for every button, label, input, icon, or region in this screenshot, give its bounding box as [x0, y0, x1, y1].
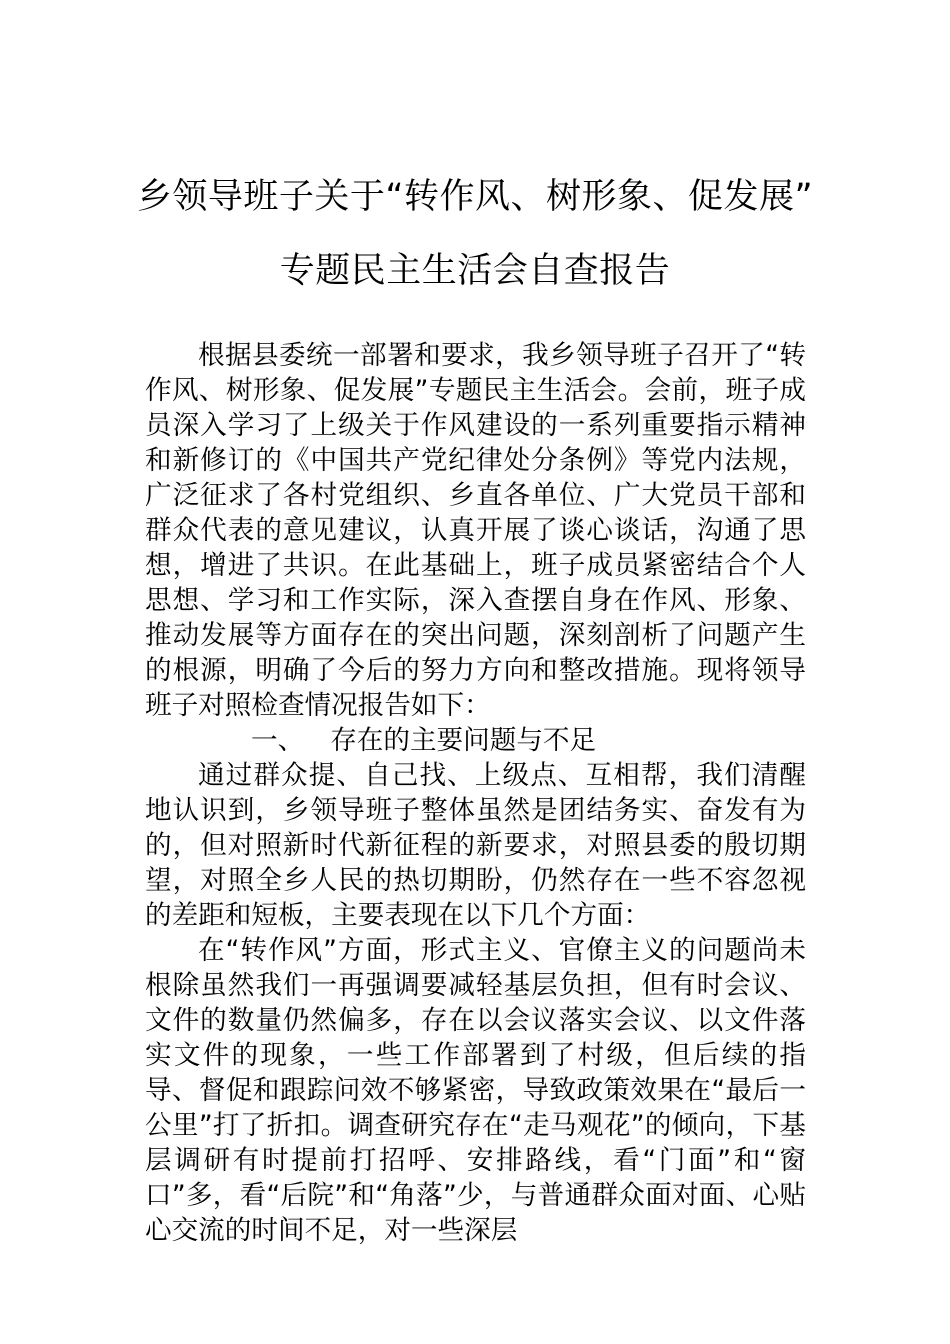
- section-1-heading: [145, 723, 806, 758]
- document-title-line-2: 专题民主生活会自查报告: [279, 251, 671, 291]
- intro-paragraph: 根据县委统一部署和要求，我乡领导班子召开了“转作风、树形象、促发展”专题民主生活会。会前，班子成员深入学习了上级关于作风建设的一系列重要指示精神和新修订的《中国共产党纪律处分条例》等党内法规，广泛征求了各村党组织、乡直各单位、广大党员干部和群众代表的意见建议，认真开展了谈心谈话，沟通了思想，增进了共识。在此基础上，班子成员紧密结合个人思想、学习和工作实际，深入查摆自身在作风、形象、推动发展等方面存在的突出问题，深刻剖析了问题产生的根源，明确了今后的努力方向和整改措施。现将领导班子对照检查情况报告如下：: [145, 340, 806, 721]
- document-body: [145, 338, 806, 1248]
- section-1-number: 一、: [251, 725, 305, 756]
- section-1-point-1-paragraph: 在“转作风”方面，形式主义、官僚主义的问题尚未根除虽然我们一再强调要减轻基层负担，但有时会议、文件的数量仍然偏多，存在以会议落实会议、以文件落实文件的现象，一些工作部署到了村级，但后续的指导、督促和跟踪问效不够紧密，导致政策效果在“最后一公里”打了折扣。调查研究存在“走马观花”的倾向，下基层调研有时提前打招呼、安排路线，看“门面”和“窗口”多，看“后院”和“角落”少，与普通群众面对面、心贴心交流的时间不足，对一些深层: [145, 935, 806, 1246]
- section-1-title: 存在的主要问题与不足: [330, 725, 597, 756]
- document-title-line-1: 乡领导班子关于“转作风、树形象、促发展”: [136, 177, 814, 217]
- section-1-intro-paragraph: 通过群众提、自己找、上级点、互相帮，我们清醒地认识到，乡领导班子整体虽然是团结务实、奋发有为的，但对照新时代新征程的新要求，对照县委的殷切期望，对照全乡人民的热切期盼，仍然存在一些不容忽视的差距和短板，主要表现在以下几个方面：: [145, 760, 806, 931]
